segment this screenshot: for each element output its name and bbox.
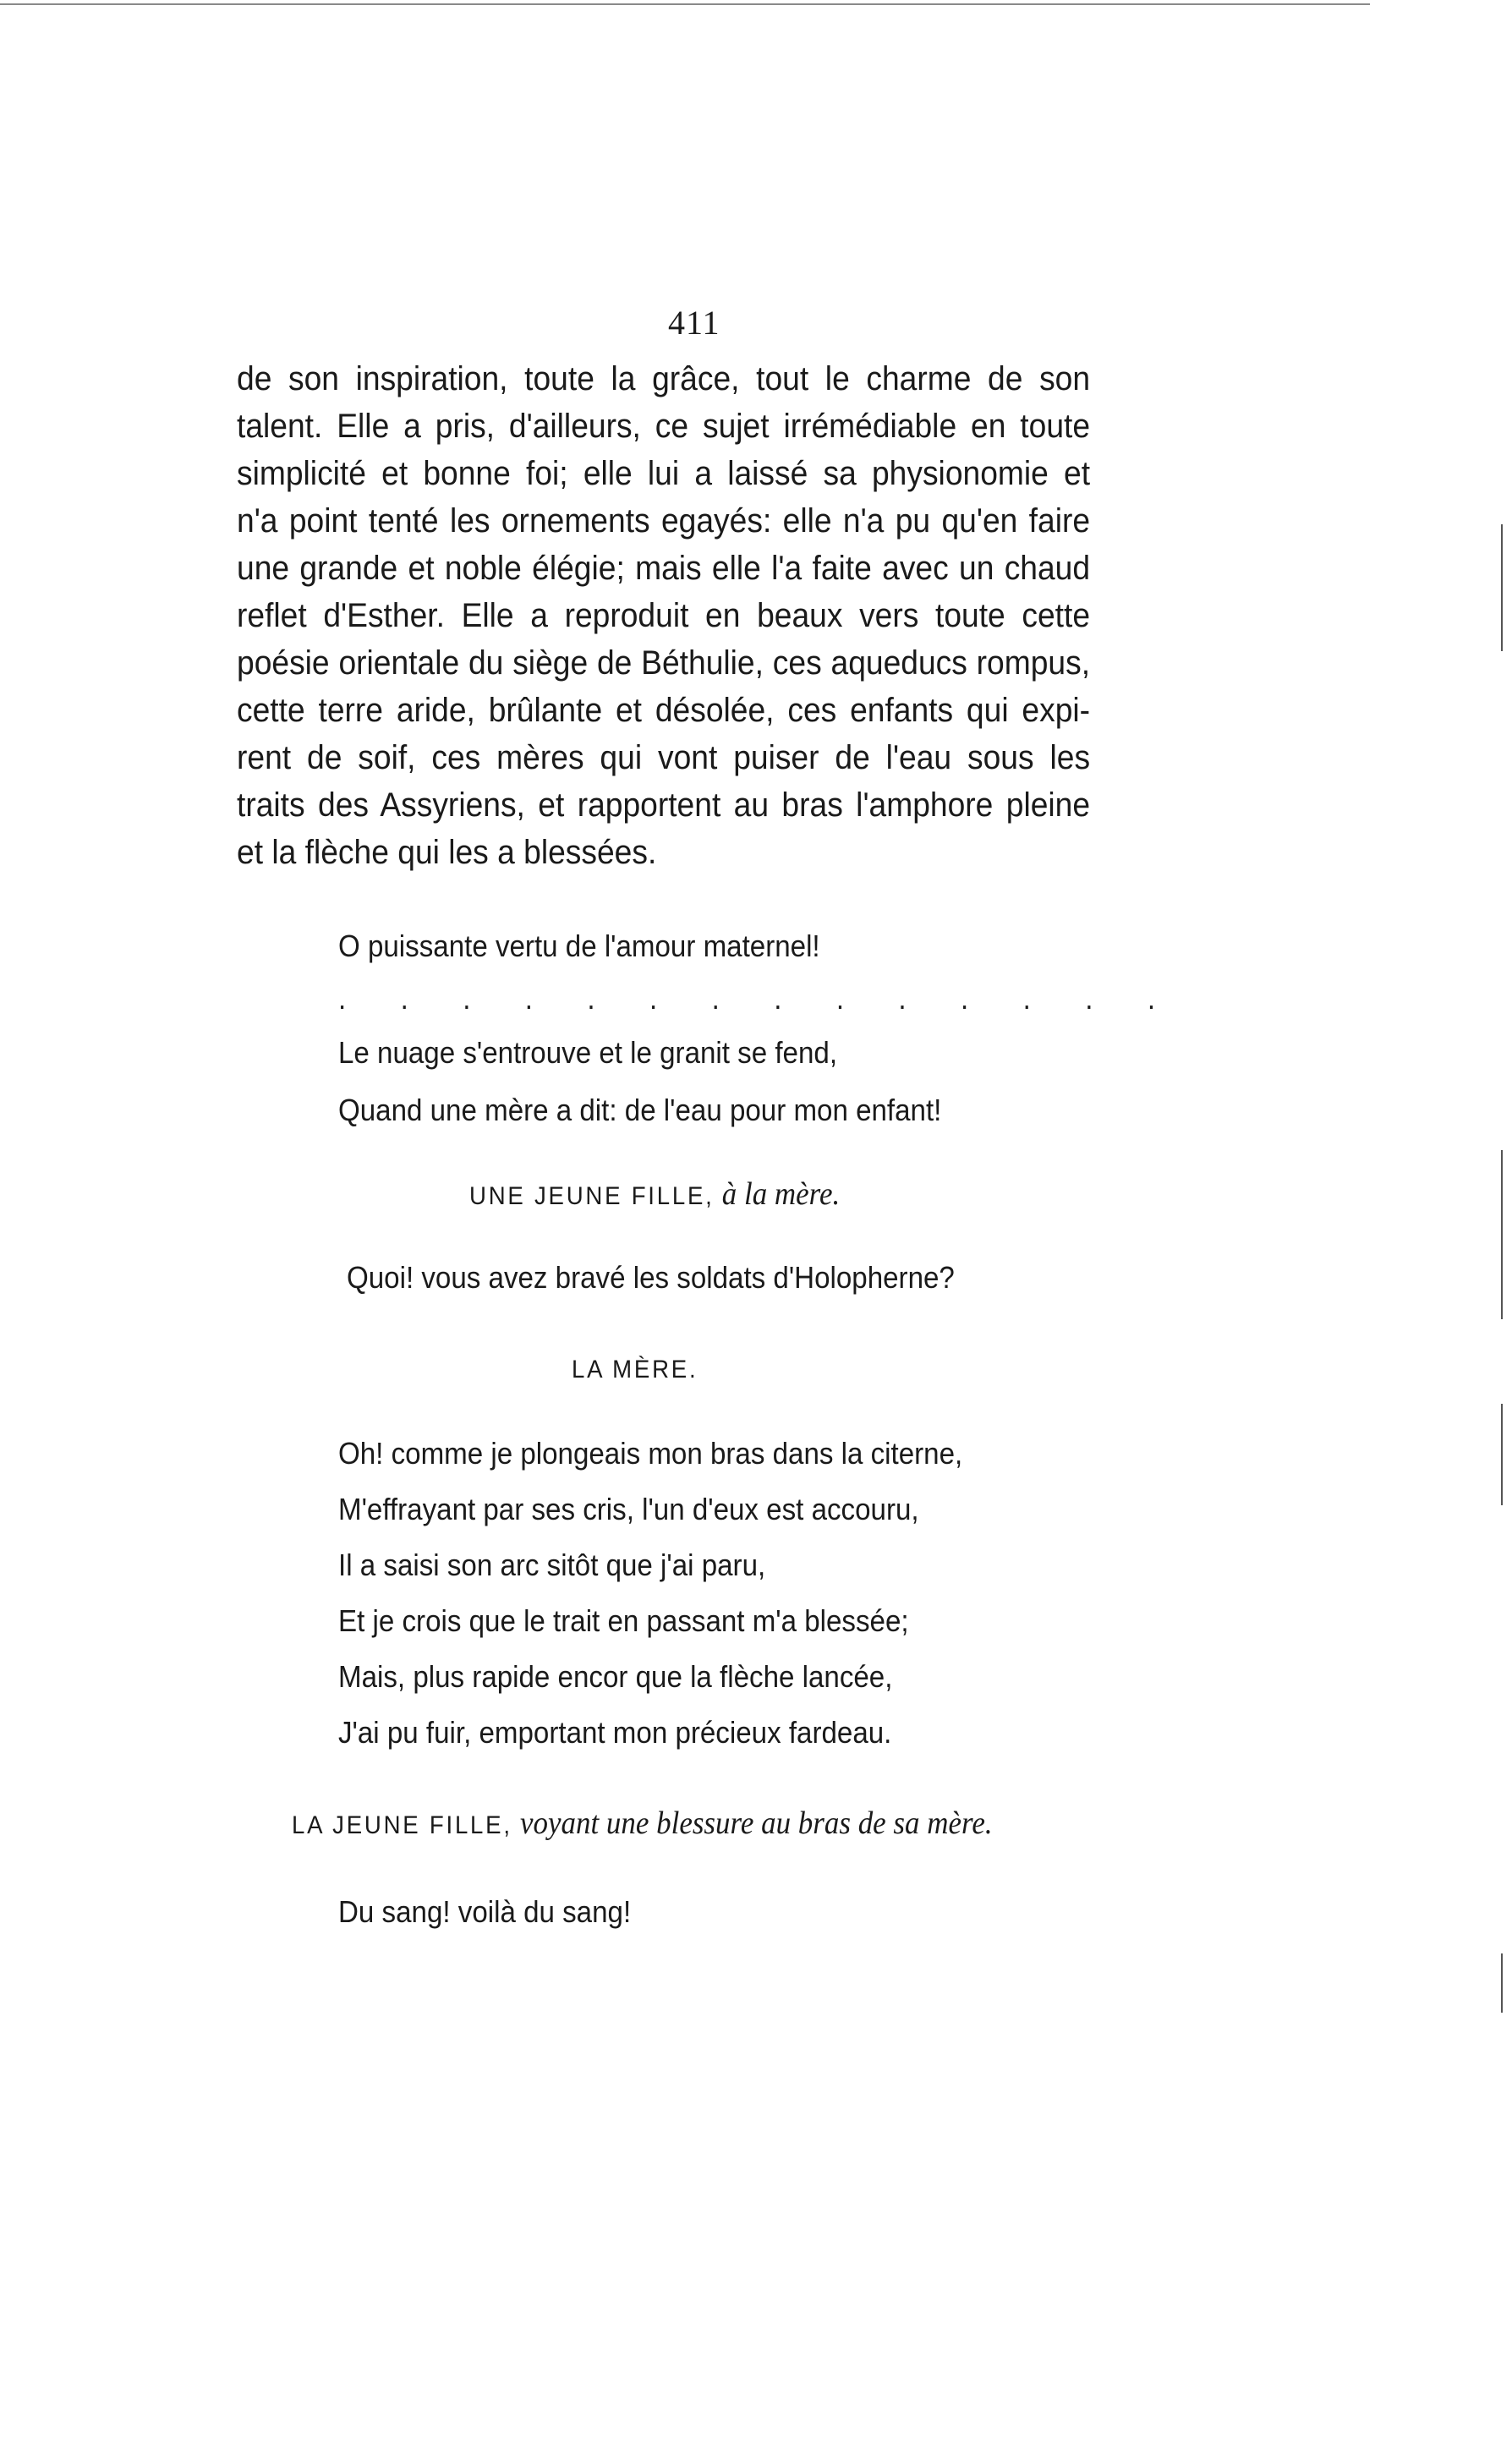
speaker-heading [469, 1175, 840, 1213]
paragraph-line: n'a point tenté les ornements egayés: elle n'a pu qu'en faire [237, 502, 1091, 540]
margin-mark [1501, 1404, 1503, 1505]
paragraph-line: cette terre aride, brûlante et désolée, ces enfants qui expi- [237, 692, 1091, 729]
speaker-name: LA MÈRE. [572, 1356, 698, 1383]
page-number: 411 [668, 304, 720, 342]
paragraph-line: rent de soif, ces mères qui vont puiser de l'eau sous les [237, 739, 1091, 776]
verse-line: Le nuage s'entrouve et le granit se fend, [338, 1035, 838, 1070]
verse-line: Quand une mère a dit: de l'eau pour mon enfant! [338, 1093, 942, 1127]
body-paragraph [237, 355, 1090, 876]
verse-line: Oh! comme je plongeais mon bras dans la citerne, [338, 1436, 963, 1471]
speaker-name: UNE JEUNE FILLE, [469, 1182, 715, 1210]
margin-mark [1501, 1953, 1503, 2013]
verse-line: Quoi! vous avez bravé les soldats d'Holopherne? [347, 1260, 955, 1295]
speaker-heading [572, 1350, 698, 1385]
stage-direction: voyant une blessure au bras de sa mère. [519, 1805, 993, 1841]
paragraph-line: et la flèche qui les a blessées. [237, 834, 657, 871]
speaker-heading [292, 1805, 993, 1842]
ellipsis-line: . . . . . . . . . . . . . . [338, 981, 1179, 1016]
paragraph-line: traits des Assyriens, et rapportent au bras l'amphore pleine [237, 786, 1091, 824]
verse-line: Mais, plus rapide encor que la flèche lancée, [338, 1659, 893, 1694]
speaker-name: LA JEUNE FILLE, [292, 1811, 512, 1839]
margin-mark [1501, 1150, 1503, 1319]
paragraph-line: reflet d'Esther. Elle a reproduit en beaux vers toute cette [237, 597, 1091, 634]
paragraph-line: poésie orientale du siège de Béthulie, ces aqueducs rompus, [237, 644, 1091, 682]
stage-direction: à la mère. [721, 1176, 841, 1212]
verse-line: Il a saisi son arc sitôt que j'ai paru, [338, 1548, 766, 1582]
verse-line: J'ai pu fuir, emportant mon précieux fardeau. [338, 1715, 892, 1750]
verse-line: Du sang! voilà du sang! [338, 1894, 632, 1929]
top-scan-rule [0, 3, 1370, 5]
verse-line: Et je crois que le trait en passant m'a blessée; [338, 1603, 909, 1638]
paragraph-line: talent. Elle a pris, d'ailleurs, ce sujet irrémédiable en toute [237, 408, 1091, 445]
verse-line: O puissante vertu de l'amour maternel! [338, 929, 820, 963]
paragraph-line: une grande et noble élégie; mais elle l'a faite avec un chaud [237, 550, 1091, 587]
verse-line: M'effrayant par ses cris, l'un d'eux est accouru, [338, 1492, 919, 1526]
paragraph-line: de son inspiration, toute la grâce, tout le charme de son [237, 360, 1091, 397]
margin-mark [1501, 524, 1503, 651]
paragraph-line: simplicité et bonne foi; elle lui a laissé sa physionomie et [237, 455, 1091, 492]
